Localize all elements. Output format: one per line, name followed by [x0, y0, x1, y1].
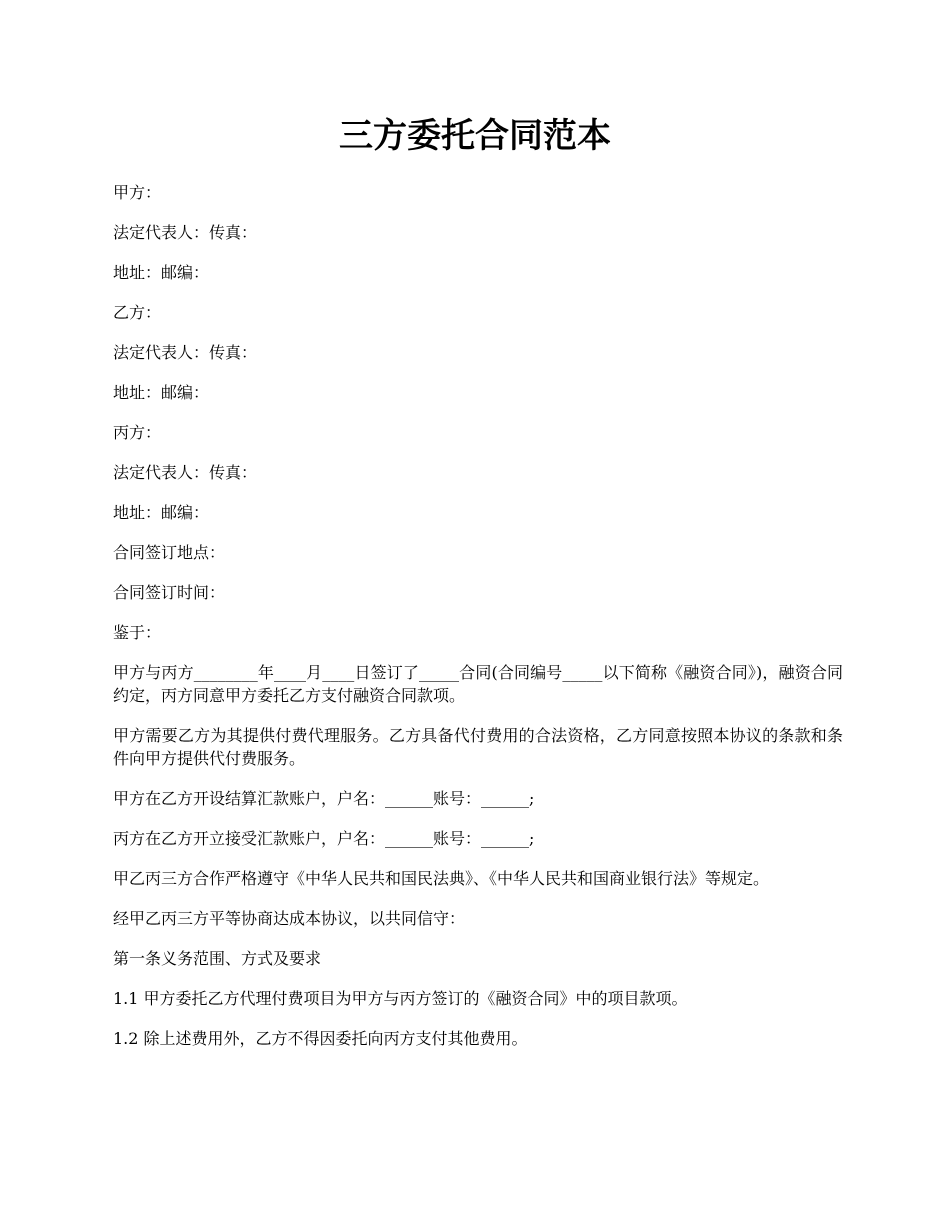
whereas-heading: 鉴于：: [113, 623, 162, 642]
party-a-representative-line: 法定代表人：传真：: [113, 223, 258, 242]
party-b-address-line: 地址：邮编：: [113, 383, 210, 402]
document-body: [113, 181, 843, 1050]
party-c-representative-line: 法定代表人：传真：: [113, 463, 258, 482]
recital-party-a-account: 甲方在乙方开设结算汇款账户，户名：______账号：______;: [113, 789, 535, 808]
party-a-address-line: 地址：邮编：: [113, 263, 210, 282]
article-1-heading: 第一条义务范围、方式及要求: [113, 949, 322, 968]
clause-1-2: 1.2 除上述费用外，乙方不得因委托向丙方支付其他费用。: [113, 1029, 528, 1048]
signing-place-line: 合同签订地点：: [113, 543, 226, 562]
signing-time-line: 合同签订时间：: [113, 583, 226, 602]
recital-legal-compliance: 甲乙丙三方合作严格遵守《中华人民共和国民法典》、《中华人民共和国商业银行法》等规定。: [113, 869, 770, 888]
recital-party-c-account: 丙方在乙方开立接受汇款账户，户名：______账号：______;: [113, 829, 535, 848]
party-c-line: 丙方：: [113, 423, 162, 442]
party-a-line: 甲方：: [113, 183, 162, 202]
recital-financing-contract: 甲方与丙方________年____月____日签订了_____合同(合同编号_____以下简称《融资合同》)，融资合同约定，丙方同意甲方委托乙方支付融资合同款项。: [113, 663, 843, 705]
document-title: 三方委托合同范本: [339, 116, 611, 156]
agreement-statement: 经甲乙丙三方平等协商达成本协议，以共同信守：: [113, 909, 466, 928]
party-c-address-line: 地址：邮编：: [113, 503, 210, 522]
party-b-line: 乙方：: [113, 303, 162, 322]
clause-1-1: 1.1 甲方委托乙方代理付费项目为甲方与丙方签订的《融资合同》中的项目款项。: [113, 989, 688, 1008]
party-b-representative-line: 法定代表人：传真：: [113, 343, 258, 362]
recital-payment-agency: 甲方需要乙方为其提供付费代理服务。乙方具备代付费用的合法资格，乙方同意按照本协议的条款和条件向甲方提供代付费服务。: [113, 726, 843, 768]
